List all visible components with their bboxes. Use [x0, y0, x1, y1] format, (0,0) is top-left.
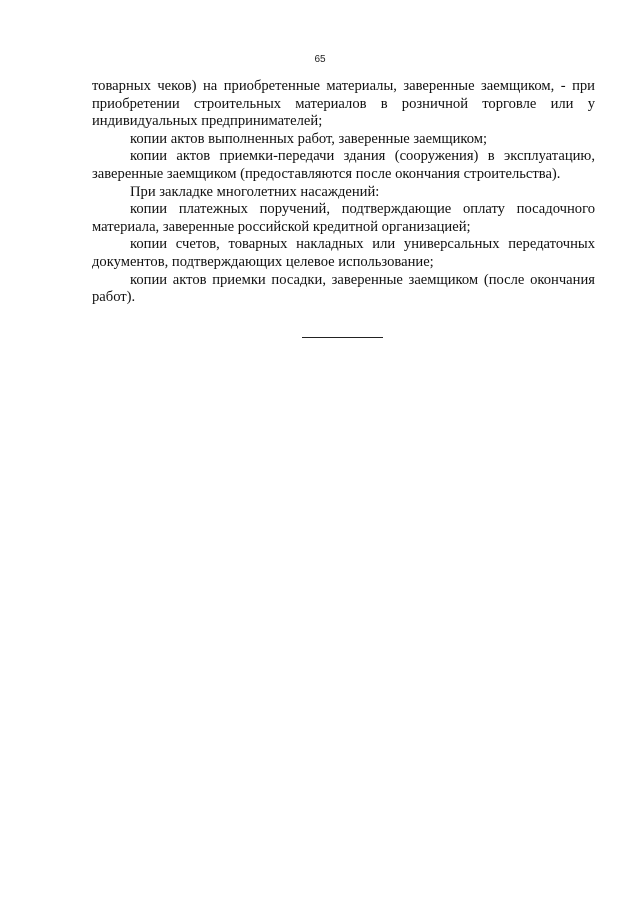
paragraph-building-acceptance: копии актов приемки-передачи здания (сооружения) в эксплуатацию, заверенные заемщиком (предоставляются после окончания строительства).	[92, 148, 595, 182]
paragraph-perennial-heading: При закладке многолетних насаждений:	[130, 183, 380, 200]
paragraph-planting-acceptance: копии актов приемки посадки, заверенные заемщиком (после окончания работ).	[92, 271, 595, 306]
end-separator-line	[302, 337, 383, 338]
paragraph-invoices: копии счетов, товарных накладных или универсальных передаточных документов, подтверждающих целевое использование;	[92, 236, 595, 270]
page-number: 65	[314, 54, 326, 65]
paragraph-payment-orders: копии платежных поручений, подтверждающие оплату посадочного материала, заверенные российской кредитной организацией;	[92, 201, 595, 235]
paragraph-continuation-receipts: товарных чеков) на приобретенные материалы, заверенные заемщиком, - при приобретении строительных материалов в розничной торговле или у индивидуальных предпринимателей;	[92, 78, 595, 130]
document-body	[92, 78, 595, 307]
paragraph-work-acts: копии актов выполненных работ, заверенные заемщиком;	[130, 130, 488, 147]
